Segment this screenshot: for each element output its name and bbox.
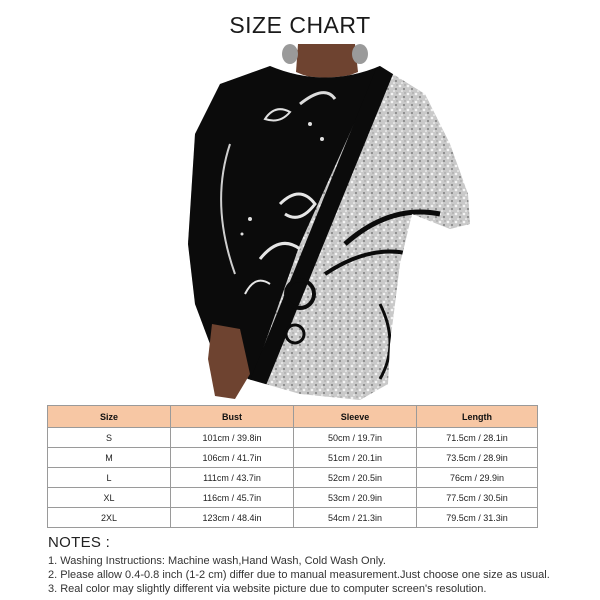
table-row [48,508,538,528]
size-cell: 2XL [48,508,171,528]
sleeve-cell: 53cm / 20.9in [294,488,417,508]
size-table [47,405,538,528]
bust-cell: 101cm / 39.8in [171,428,294,448]
table-row [48,488,538,508]
length-cell: 76cm / 29.9in [417,468,538,488]
size-cell: XL [48,488,171,508]
column-header-length: Length [417,406,538,428]
notes-title: NOTES : [48,534,111,551]
column-header-sleeve: Sleeve [294,406,417,428]
bust-cell: 106cm / 41.7in [171,448,294,468]
page-title: SIZE CHART [229,12,371,38]
notes-section [48,534,588,596]
note-item: 3. Real color may slightly different via website picture due to computer screen's resolution. [48,583,487,595]
sleeve-cell: 51cm / 20.1in [294,448,417,468]
table-row [48,448,538,468]
length-cell: 79.5cm / 31.3in [417,508,538,528]
length-cell: 77.5cm / 30.5in [417,488,538,508]
sleeve-cell: 50cm / 19.7in [294,428,417,448]
table-row [48,468,538,488]
sleeve-cell: 54cm / 21.3in [294,508,417,528]
bust-cell: 116cm / 45.7in [171,488,294,508]
size-cell: L [48,468,171,488]
blouse-illustration [150,44,480,400]
bust-cell: 111cm / 43.7in [171,468,294,488]
table-header-row [48,406,538,428]
note-item: 2. Please allow 0.4-0.8 inch (1-2 cm) differ due to manual measurement.Just choose one size as usual. [48,569,550,581]
column-header-bust: Bust [171,406,294,428]
length-cell: 73.5cm / 28.9in [417,448,538,468]
sleeve-cell: 52cm / 20.5in [294,468,417,488]
length-cell: 71.5cm / 28.1in [417,428,538,448]
bust-cell: 123cm / 48.4in [171,508,294,528]
size-cell: S [48,428,171,448]
column-header-size: Size [48,406,171,428]
table-row [48,428,538,448]
size-cell: M [48,448,171,468]
blouse-photo [150,44,480,400]
note-item: 1. Washing Instructions: Machine wash,Hand Wash, Cold Wash Only. [48,555,386,567]
